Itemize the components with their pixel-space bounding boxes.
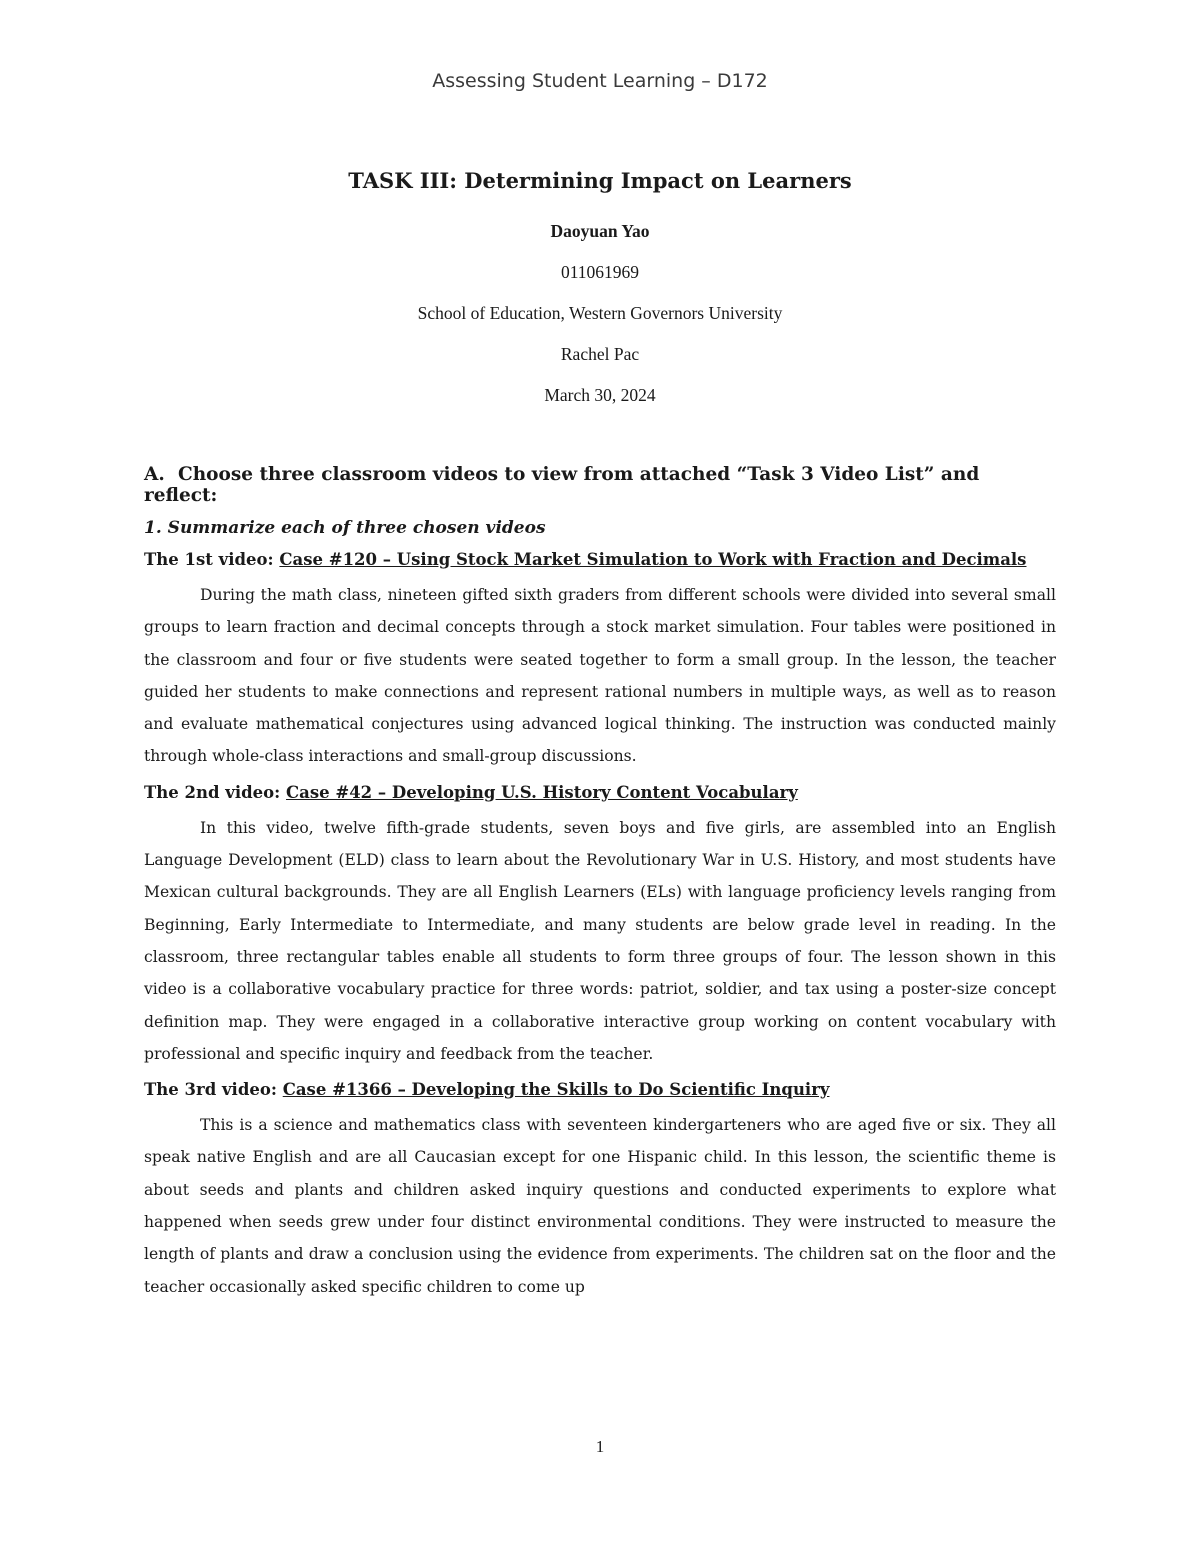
sub-heading: 1. Summarize each of three chosen videos	[144, 518, 546, 538]
author-name: Daoyuan Yao	[550, 221, 650, 241]
video-summary-2: In this video, twelve fifth-grade students, seven boys and five girls, are assembled into an English Language Development (ELD) class to learn about the Revolutionary War in U.S. History, and most students have Mexican cultural backgrounds. They are all English Learners (ELs) with language proficiency levels ranging from Beginning, Early Intermediate to Intermediate, and many students are below grade level in reading. In the classroom, three rectangular tables enable all students to form three groups of four. The lesson shown in this video is a collaborative vocabulary practice for three words: patriot, soldier, and tax using a poster-size concept definition map. They were engaged in a collaborative interactive group working on content vocabulary with professional and specific inquiry and feedback from the teacher.	[144, 818, 1056, 1063]
section-letter: A.	[144, 464, 165, 485]
student-id: 011061969	[560, 262, 640, 282]
section-heading-text: Choose three classroom videos to view from attached “Task 3 Video List” and reflect:	[144, 464, 980, 506]
video-heading-2	[144, 783, 1056, 802]
video-case-title: Case #120 – Using Stock Market Simulation to Work with Fraction and Decimals	[279, 550, 1027, 569]
instructor: Rachel Pac	[560, 344, 640, 364]
institution: School of Education, Western Governors University	[417, 303, 783, 323]
video-case-title: Case #42 – Developing U.S. History Content Vocabulary	[286, 782, 798, 802]
section-heading	[144, 464, 1056, 506]
page-number: 1	[595, 1437, 605, 1456]
document-date: March 30, 2024	[544, 385, 656, 405]
video-label: The 1st video:	[144, 550, 274, 569]
title-block	[0, 168, 1200, 426]
document-title: TASK III: Determining Impact on Learners	[348, 168, 852, 193]
video-heading-1	[144, 550, 1056, 569]
video-summary-1: During the math class, nineteen gifted sixth graders from different schools were divided into several small groups to learn fraction and decimal concepts through a stock market simulation. Four tables were positioned in the classroom and four or five students were seated together to form a small group. In the lesson, the teacher guided her students to make connections and represent rational numbers in multiple ways, as well as to reason and evaluate mathematical conjectures using advanced logical thinking. The instruction was conducted mainly through whole-class interactions and small-group discussions.	[144, 586, 1056, 766]
video-label: The 3rd video:	[144, 1080, 277, 1100]
video-heading-3	[144, 1080, 1056, 1099]
video-summary-3: This is a science and mathematics class with seventeen kindergarteners who are aged five or six. They all speak native English and are all Caucasian except for one Hispanic child. In this lesson, the scientific theme is about seeds and plants and children asked inquiry questions and conducted experiments to explore what happened when seeds grew under four distinct environmental conditions. They were instructed to measure the length of plants and draw a conclusion using the evidence from experiments. The children sat on the floor and the teacher occasionally asked specific children to come up	[144, 1116, 1056, 1296]
video-case-title: Case #1366 – Developing the Skills to Do Scientific Inquiry	[282, 1080, 830, 1100]
running-header: Assessing Student Learning – D172	[432, 70, 768, 92]
document-body	[144, 464, 1056, 1313]
video-label: The 2nd video:	[144, 782, 281, 802]
